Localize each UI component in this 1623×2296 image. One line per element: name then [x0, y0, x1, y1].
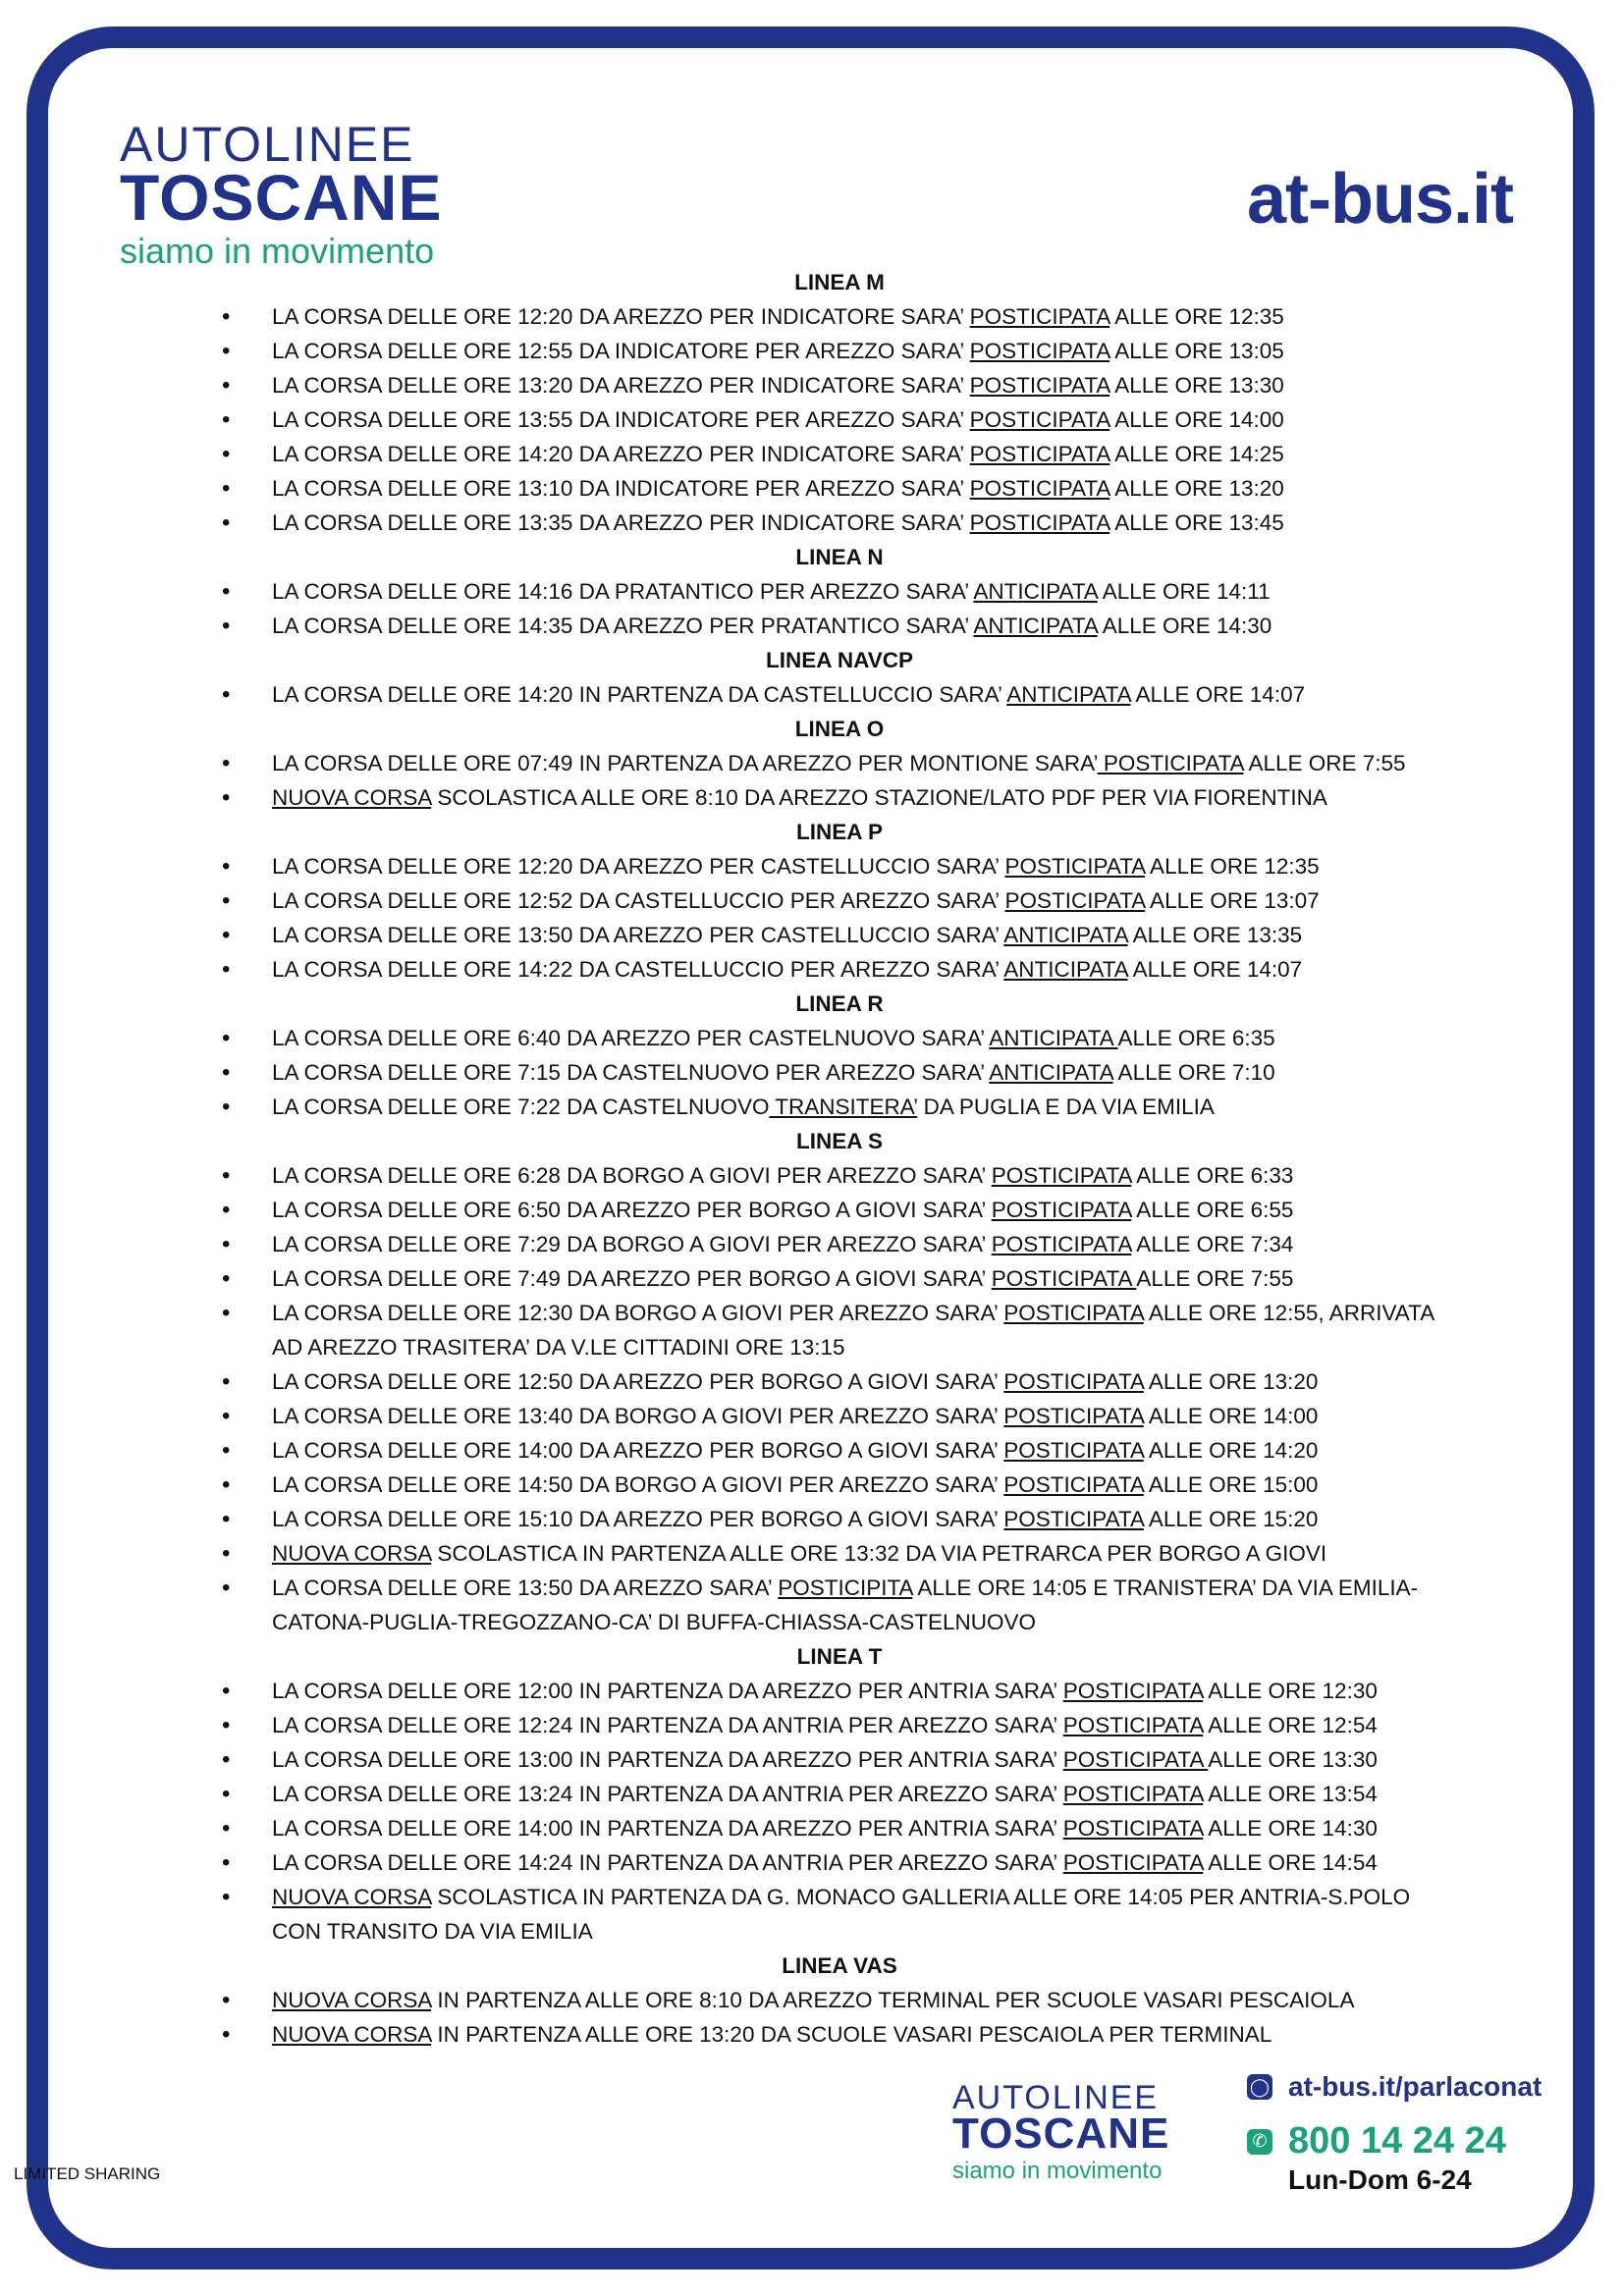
list-item: [216, 1571, 1463, 1639]
site-url: at-bus.it: [1247, 160, 1513, 239]
change-keyword: POSTICIPATA: [1004, 888, 1146, 913]
change-keyword: POSTICIPATA: [1062, 1747, 1209, 1772]
change-keyword: POSTICIPATA: [1062, 1782, 1204, 1806]
change-keyword: ANTICIPATA: [1006, 682, 1131, 707]
item-text: LA CORSA DELLE ORE 12:50 DA AREZZO PER BORGO A GIOVI SARA’: [272, 1369, 1004, 1394]
section-list: [216, 849, 1463, 987]
change-keyword: ANTICIPATA: [989, 1026, 1118, 1050]
phone-icon: ✆: [1247, 2129, 1272, 2155]
change-keyword: POSTICIPATA: [969, 339, 1110, 363]
change-keyword: POSTICIPATA: [1097, 751, 1244, 775]
list-item: [216, 1468, 1463, 1502]
list-item: [216, 1399, 1463, 1433]
list-item: [216, 609, 1463, 643]
item-text: LA CORSA DELLE ORE 7:49 DA AREZZO PER BORGO A GIOVI SARA’: [272, 1266, 992, 1291]
list-item: [216, 334, 1463, 368]
item-text: LA CORSA DELLE ORE 13:40 DA BORGO A GIOVI PER AREZZO SARA’: [272, 1404, 1004, 1428]
list-item: [216, 849, 1463, 883]
autolinee-logo-bottom: [952, 2081, 1169, 2183]
item-text: LA CORSA DELLE ORE 07:49 IN PARTENZA DA AREZZO PER MONTIONE SARA’: [272, 751, 1098, 775]
section-title: LINEA NAVCP: [765, 648, 913, 672]
list-item: [216, 1296, 1463, 1364]
list-item: [216, 1433, 1463, 1468]
list-item: [216, 506, 1463, 540]
item-text: LA CORSA DELLE ORE 12:20 DA AREZZO PER INDICATORE SARA’: [272, 304, 970, 329]
item-text: LA CORSA DELLE ORE 12:55 DA INDICATORE PER AREZZO SARA’: [272, 339, 970, 363]
schedule-changes: [216, 265, 1463, 2052]
list-item: [216, 1502, 1463, 1536]
item-text: ALLE ORE 13:20: [1109, 476, 1284, 501]
change-keyword: NUOVA CORSA: [272, 1541, 432, 1566]
list-item: [216, 471, 1463, 506]
change-keyword: ANTICIPATA: [989, 1060, 1113, 1085]
item-text: LA CORSA DELLE ORE 14:00 IN PARTENZA DA AREZZO PER ANTRIA SARA’: [272, 1816, 1063, 1841]
limited-sharing-label: LIMITED SHARING: [14, 2164, 161, 2183]
list-item: [216, 574, 1463, 609]
change-keyword: POSTICIPATA: [991, 1198, 1132, 1222]
section-title: LINEA R: [795, 991, 884, 1016]
item-text: LA CORSA DELLE ORE 12:20 DA AREZZO PER CASTELLUCCIO SARA’: [272, 854, 1005, 879]
list-item: [216, 1983, 1463, 2017]
logo-line1: AUTOLINEE: [120, 117, 415, 172]
change-keyword: NUOVA CORSA: [272, 785, 432, 810]
change-keyword: POSTICIPATA: [1003, 1301, 1144, 1325]
item-text: LA CORSA DELLE ORE 6:28 DA BORGO A GIOVI PER AREZZO SARA’: [272, 1163, 992, 1188]
item-text: ALLE ORE 12:54: [1203, 1713, 1378, 1737]
list-item: [216, 1193, 1463, 1227]
list-item: [216, 1227, 1463, 1261]
list-item: [216, 1261, 1463, 1296]
item-text: ALLE ORE 6:55: [1131, 1198, 1294, 1222]
logo-line2: TOSCANE: [120, 161, 443, 234]
change-keyword: ANTICIPATA: [973, 614, 1098, 638]
logo-line1-bottom: AUTOLINEE: [952, 2079, 1160, 2116]
list-item: [216, 1090, 1463, 1124]
item-text: LA CORSA DELLE ORE 13:35 DA AREZZO PER INDICATORE SARA’: [272, 510, 970, 535]
item-text: ALLE ORE 14:00: [1143, 1404, 1319, 1428]
list-item: [216, 952, 1463, 987]
item-text: LA CORSA DELLE ORE 14:35 DA AREZZO PER PRATANTICO SARA’: [272, 614, 974, 638]
item-text: LA CORSA DELLE ORE 13:20 DA AREZZO PER INDICATORE SARA’: [272, 373, 970, 398]
item-text: LA CORSA DELLE ORE 15:10 DA AREZZO PER BORGO A GIOVI SARA’: [272, 1507, 1004, 1531]
item-text: ALLE ORE 14:30: [1097, 614, 1272, 638]
item-text: LA CORSA DELLE ORE 12:00 IN PARTENZA DA AREZZO PER ANTRIA SARA’: [272, 1679, 1063, 1703]
section-list: [216, 574, 1463, 643]
item-text: LA CORSA DELLE ORE 13:00 IN PARTENZA DA AREZZO PER ANTRIA SARA’: [272, 1747, 1063, 1772]
section-list: [216, 1983, 1463, 2052]
item-text: ALLE ORE 14:30: [1203, 1816, 1378, 1841]
item-text: ALLE ORE 6:35: [1117, 1026, 1275, 1050]
list-item: [216, 1158, 1463, 1193]
item-text: ALLE ORE 7:55: [1243, 751, 1406, 775]
item-text: ALLE ORE 14:05 E TRANISTERA’ DA VIA EMILIA-CATONA-PUGLIA-TREGOZZANO-CA’ DI BUFFA-CHIASSA-CASTELNUOVO: [272, 1575, 1419, 1634]
change-keyword: POSTICIPATA: [969, 510, 1110, 535]
logo-tagline-bottom: siamo in movimento: [952, 2158, 1163, 2184]
item-text: ALLE ORE 15:20: [1143, 1507, 1319, 1531]
list-item: [216, 2017, 1463, 2052]
item-text: LA CORSA DELLE ORE 13:50 DA AREZZO SARA’: [272, 1575, 779, 1600]
contact-phone[interactable]: 800 14 24 24: [1288, 2120, 1506, 2162]
item-text: LA CORSA DELLE ORE 7:29 DA BORGO A GIOVI PER AREZZO SARA’: [272, 1232, 992, 1256]
item-text: LA CORSA DELLE ORE 13:24 IN PARTENZA DA ANTRIA PER AREZZO SARA’: [272, 1782, 1063, 1806]
list-item: [216, 1845, 1463, 1880]
item-text: ALLE ORE 12:55, ARRIVATA AD AREZZO TRASITERA’ DA V.LE CITTADINI ORE 13:15: [272, 1301, 1434, 1360]
section-title: LINEA T: [796, 1644, 883, 1669]
item-text: ALLE ORE 12:30: [1203, 1679, 1378, 1703]
list-item: [216, 1742, 1463, 1777]
item-text: SCOLASTICA ALLE ORE 8:10 DA AREZZO STAZIONE/LATO PDF PER VIA FIORENTINA: [431, 785, 1327, 810]
list-item: [216, 1536, 1463, 1571]
item-text: IN PARTENZA ALLE ORE 13:20 DA SCUOLE VASARI PESCAIOLA PER TERMINAL: [431, 2022, 1272, 2047]
item-text: ALLE ORE 14:07: [1130, 682, 1306, 707]
logo-line2-bottom: TOSCANE: [952, 2109, 1170, 2158]
section-list: [216, 1158, 1463, 1639]
change-keyword: POSTICIPITA: [778, 1575, 913, 1600]
change-keyword: TRANSITERA’: [769, 1095, 918, 1119]
change-keyword: POSTICIPATA: [1003, 1404, 1144, 1428]
change-keyword: ANTICIPATA: [1003, 923, 1128, 947]
list-item: [216, 780, 1463, 815]
list-item: [216, 1674, 1463, 1708]
change-keyword: POSTICIPATA: [1062, 1679, 1204, 1703]
item-text: ALLE ORE 14:00: [1109, 407, 1284, 432]
item-text: ALLE ORE 13:54: [1203, 1782, 1378, 1806]
item-text: SCOLASTICA IN PARTENZA DA G. MONACO GALLERIA ALLE ORE 14:05 PER ANTRIA-S.POLO CON TRANSITO DA VIA EMILIA: [272, 1885, 1411, 1944]
change-keyword: POSTICIPATA: [1003, 1438, 1144, 1463]
list-item: [216, 402, 1463, 437]
item-text: ALLE ORE 7:10: [1112, 1060, 1275, 1085]
item-text: ALLE ORE 13:07: [1145, 888, 1320, 913]
change-keyword: POSTICIPATA: [1062, 1816, 1204, 1841]
item-text: ALLE ORE 13:20: [1143, 1369, 1319, 1394]
item-text: ALLE ORE 15:00: [1143, 1472, 1319, 1497]
list-item: [216, 677, 1463, 712]
item-text: IN PARTENZA ALLE ORE 8:10 DA AREZZO TERMINAL PER SCUOLE VASARI PESCAIOLA: [431, 1988, 1355, 2012]
change-keyword: POSTICIPATA: [991, 1232, 1132, 1256]
item-text: SCOLASTICA IN PARTENZA ALLE ORE 13:32 DA VIA PETRARCA PER BORGO A GIOVI: [431, 1541, 1327, 1566]
item-text: LA CORSA DELLE ORE 13:10 DA INDICATORE PER AREZZO SARA’: [272, 476, 970, 501]
list-item: [216, 1777, 1463, 1811]
globe-icon: ◯: [1247, 2074, 1272, 2100]
item-text: DA PUGLIA E DA VIA EMILIA: [917, 1095, 1215, 1119]
contact-block: [1247, 2071, 1542, 2196]
change-keyword: POSTICIPATA: [991, 1266, 1137, 1291]
change-keyword: POSTICIPATA: [969, 442, 1110, 466]
item-text: ALLE ORE 13:30: [1109, 373, 1284, 398]
item-text: ALLE ORE 7:34: [1131, 1232, 1294, 1256]
item-text: ALLE ORE 13:05: [1109, 339, 1284, 363]
section-title: LINEA P: [796, 820, 883, 844]
change-keyword: POSTICIPATA: [1003, 1472, 1144, 1497]
list-item: [216, 1364, 1463, 1399]
contact-phone-row: [1247, 2120, 1542, 2163]
item-text: ALLE ORE 14:20: [1143, 1438, 1319, 1463]
change-keyword: POSTICIPATA: [1062, 1850, 1204, 1875]
list-item: [216, 437, 1463, 471]
item-text: LA CORSA DELLE ORE 14:20 IN PARTENZA DA CASTELLUCCIO SARA’: [272, 682, 1007, 707]
item-text: LA CORSA DELLE ORE 13:55 DA INDICATORE PER AREZZO SARA’: [272, 407, 970, 432]
change-keyword: ANTICIPATA: [973, 579, 1098, 604]
autolinee-logo-top: [120, 117, 443, 271]
contact-web-row: [1247, 2071, 1542, 2103]
section-title: LINEA S: [796, 1129, 883, 1153]
item-text: LA CORSA DELLE ORE 6:50 DA AREZZO PER BORGO A GIOVI SARA’: [272, 1198, 992, 1222]
change-keyword: POSTICIPATA: [991, 1163, 1132, 1188]
section-title: LINEA M: [794, 270, 885, 294]
section-list: [216, 1674, 1463, 1949]
item-text: ALLE ORE 14:25: [1109, 442, 1284, 466]
item-text: LA CORSA DELLE ORE 12:30 DA BORGO A GIOVI PER AREZZO SARA’: [272, 1301, 1004, 1325]
item-text: ALLE ORE 14:07: [1127, 957, 1303, 982]
change-keyword: POSTICIPATA: [969, 407, 1110, 432]
item-text: LA CORSA DELLE ORE 7:22 DA CASTELNUOVO: [272, 1095, 770, 1119]
section-list: [216, 746, 1463, 815]
section-title: LINEA O: [794, 717, 885, 741]
item-text: LA CORSA DELLE ORE 12:52 DA CASTELLUCCIO PER AREZZO SARA’: [272, 888, 1005, 913]
list-item: [216, 1880, 1463, 1949]
section-list: [216, 1021, 1463, 1124]
item-text: ALLE ORE 13:45: [1109, 510, 1284, 535]
item-text: LA CORSA DELLE ORE 12:24 IN PARTENZA DA ANTRIA PER AREZZO SARA’: [272, 1713, 1063, 1737]
section-list: [216, 677, 1463, 712]
list-item: [216, 1055, 1463, 1090]
list-item: [216, 1708, 1463, 1742]
contact-web-link[interactable]: at-bus.it/parlaconat: [1288, 2071, 1542, 2102]
item-text: ALLE ORE 6:33: [1131, 1163, 1294, 1188]
list-item: [216, 883, 1463, 918]
item-text: LA CORSA DELLE ORE 14:22 DA CASTELLUCCIO PER AREZZO SARA’: [272, 957, 1004, 982]
item-text: ALLE ORE 12:35: [1109, 304, 1284, 329]
item-text: LA CORSA DELLE ORE 14:00 DA AREZZO PER BORGO A GIOVI SARA’: [272, 1438, 1004, 1463]
item-text: ALLE ORE 13:35: [1127, 923, 1303, 947]
change-keyword: ANTICIPATA: [1003, 957, 1128, 982]
change-keyword: POSTICIPATA: [969, 476, 1110, 501]
section-title: LINEA VAS: [782, 1953, 897, 1978]
change-keyword: POSTICIPATA: [1003, 1369, 1144, 1394]
item-text: ALLE ORE 7:55: [1136, 1266, 1294, 1291]
list-item: [216, 746, 1463, 780]
item-text: LA CORSA DELLE ORE 13:50 DA AREZZO PER CASTELLUCCIO SARA’: [272, 923, 1004, 947]
list-item: [216, 1811, 1463, 1845]
logo-tagline: siamo in movimento: [120, 231, 435, 271]
list-item: [216, 1021, 1463, 1055]
section-title: LINEA N: [795, 545, 884, 569]
change-keyword: NUOVA CORSA: [272, 2022, 432, 2047]
item-text: ALLE ORE 12:35: [1145, 854, 1320, 879]
item-text: ALLE ORE 14:54: [1203, 1850, 1378, 1875]
change-keyword: POSTICIPATA: [1004, 854, 1146, 879]
section-list: [216, 299, 1463, 540]
change-keyword: POSTICIPATA: [969, 304, 1110, 329]
change-keyword: POSTICIPATA: [1062, 1713, 1204, 1737]
item-text: LA CORSA DELLE ORE 14:50 DA BORGO A GIOVI PER AREZZO SARA’: [272, 1472, 1004, 1497]
list-item: [216, 918, 1463, 952]
item-text: ALLE ORE 13:30: [1208, 1747, 1378, 1772]
contact-hours: Lun-Dom 6-24: [1288, 2164, 1472, 2195]
change-keyword: POSTICIPATA: [1003, 1507, 1144, 1531]
list-item: [216, 299, 1463, 334]
item-text: LA CORSA DELLE ORE 14:16 DA PRATANTICO PER AREZZO SARA’: [272, 579, 974, 604]
item-text: LA CORSA DELLE ORE 14:20 DA AREZZO PER INDICATORE SARA’: [272, 442, 970, 466]
item-text: LA CORSA DELLE ORE 6:40 DA AREZZO PER CASTELNUOVO SARA’: [272, 1026, 990, 1050]
change-keyword: NUOVA CORSA: [272, 1988, 432, 2012]
list-item: [216, 368, 1463, 402]
change-keyword: NUOVA CORSA: [272, 1885, 432, 1909]
item-text: LA CORSA DELLE ORE 7:15 DA CASTELNUOVO PER AREZZO SARA’: [272, 1060, 990, 1085]
item-text: LA CORSA DELLE ORE 14:24 IN PARTENZA DA ANTRIA PER AREZZO SARA’: [272, 1850, 1063, 1875]
change-keyword: POSTICIPATA: [969, 373, 1110, 398]
item-text: ALLE ORE 14:11: [1097, 579, 1271, 604]
